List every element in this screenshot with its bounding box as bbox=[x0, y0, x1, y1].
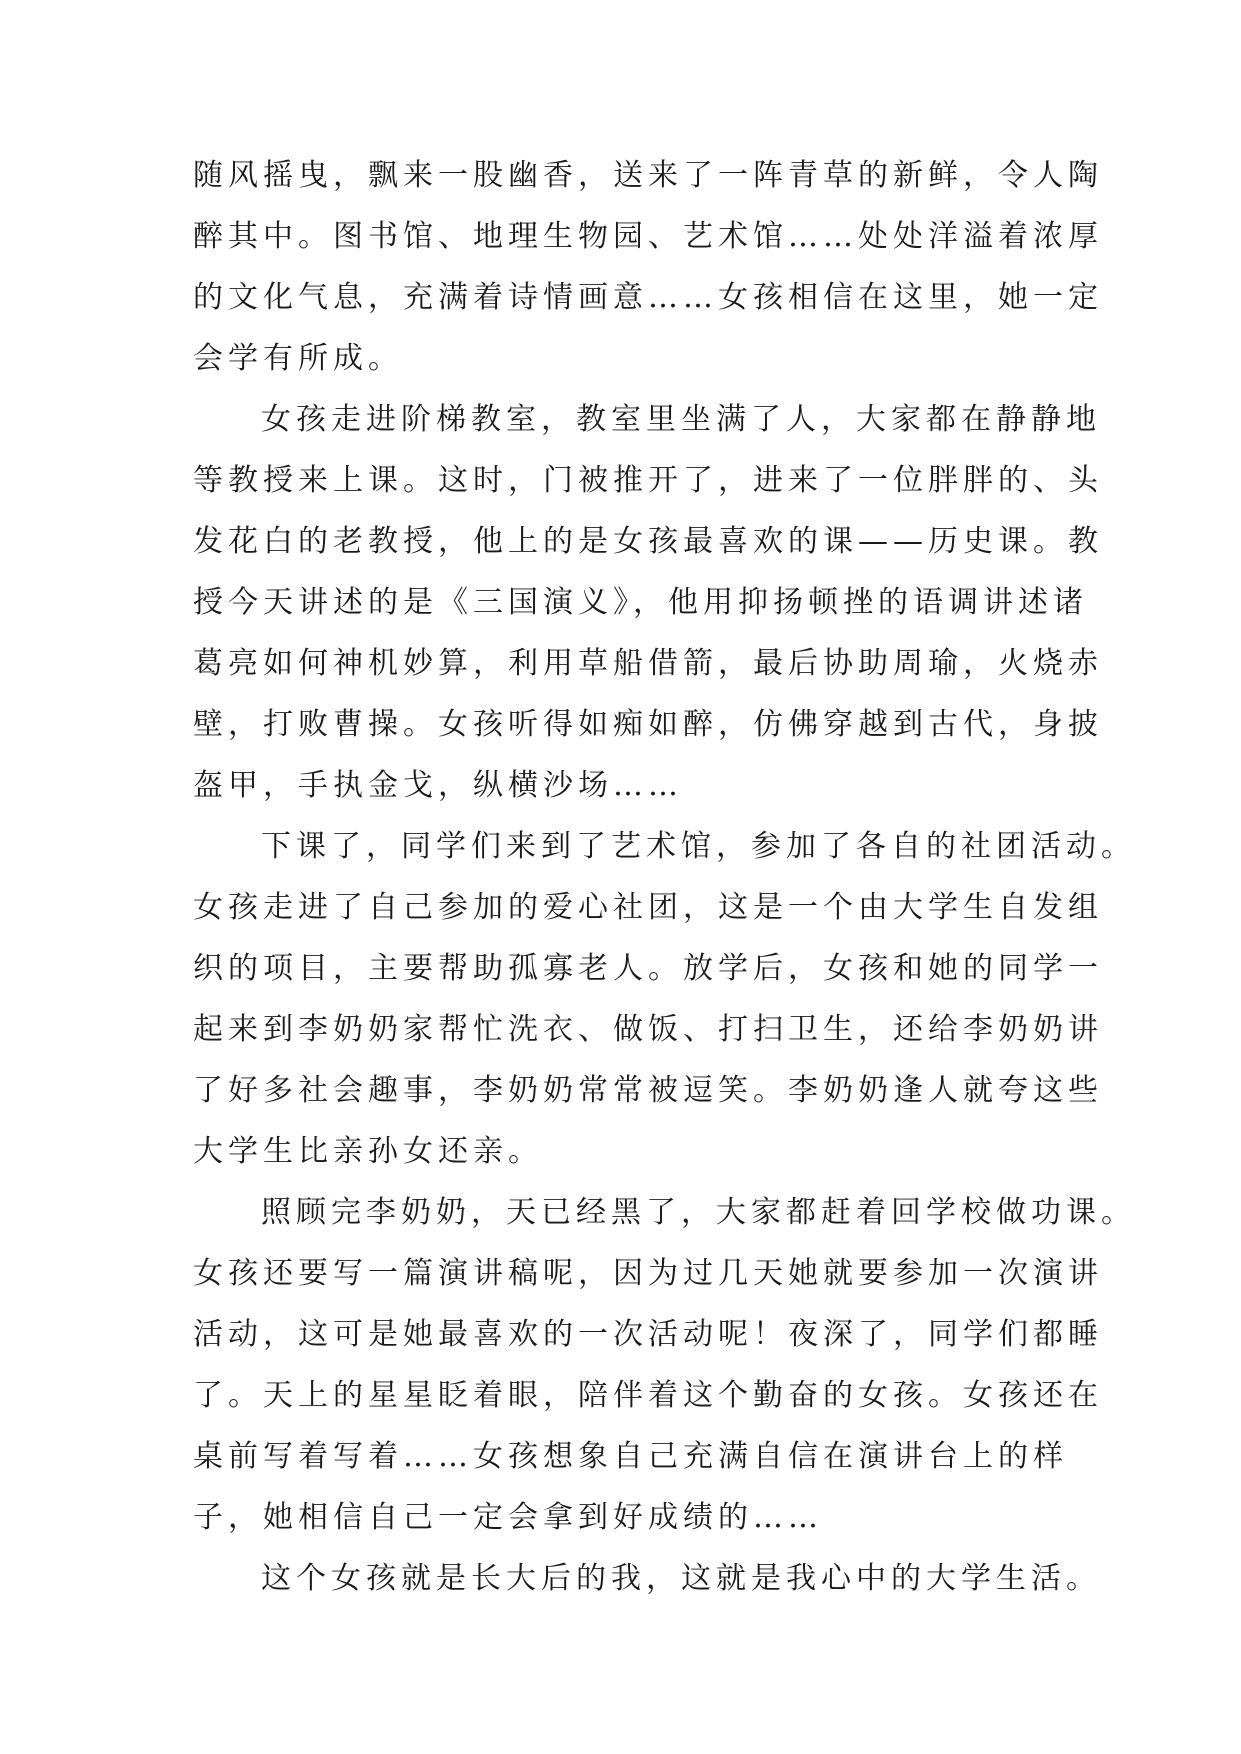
paragraph-1-line-4: 会学有所成。 bbox=[193, 341, 403, 376]
paragraph-3-line-3: 织的项目，主要帮助孤寡老人。放学后，女孩和她的同学一 bbox=[193, 951, 1103, 986]
paragraph-3-line-5: 了好多社会趣事，李奶奶常常被逗笑。李奶奶逢人就夸这些 bbox=[193, 1073, 1103, 1108]
paragraph-4-line-1: 照顾完李奶奶，天已经黑了，大家都赶着回学校做功课。 bbox=[261, 1195, 1136, 1230]
paragraph-1-line-3: 的文化气息，充满着诗情画意……女孩相信在这里，她一定 bbox=[193, 280, 1103, 315]
paragraph-4-line-4: 了。天上的星星眨着眼，陪伴着这个勤奋的女孩。女孩还在 bbox=[193, 1378, 1103, 1413]
paragraph-5-line-1: 这个女孩就是长大后的我，这就是我心中的大学生活。 bbox=[261, 1561, 1101, 1596]
paragraph-2-line-6: 壁，打败曹操。女孩听得如痴如醉，仿佛穿越到古代，身披 bbox=[193, 707, 1103, 742]
paragraph-3-line-2: 女孩走进了自己参加的爱心社团，这是一个由大学生自发组 bbox=[193, 890, 1103, 925]
paragraph-2-line-7: 盔甲，手执金戈，纵横沙场…… bbox=[193, 768, 683, 803]
paragraph-2-line-2: 等教授来上课。这时，门被推开了，进来了一位胖胖的、头 bbox=[193, 463, 1103, 498]
paragraph-4-line-2: 女孩还要写一篇演讲稿呢，因为过几天她就要参加一次演讲 bbox=[193, 1256, 1103, 1291]
paragraph-4-line-3: 活动，这可是她最喜欢的一次活动呢！夜深了，同学们都睡 bbox=[193, 1317, 1103, 1352]
paragraph-2-line-3: 发花白的老教授，他上的是女孩最喜欢的课——历史课。教 bbox=[193, 524, 1103, 559]
paragraph-3-line-6: 大学生比亲孙女还亲。 bbox=[193, 1134, 543, 1169]
paragraph-1-line-1: 随风摇曳，飘来一股幽香，送来了一阵青草的新鲜，令人陶 bbox=[193, 158, 1103, 193]
paragraph-3-line-4: 起来到李奶奶家帮忙洗衣、做饭、打扫卫生，还给李奶奶讲 bbox=[193, 1012, 1103, 1047]
paragraph-4-line-5: 桌前写着写着……女孩想象自己充满自信在演讲台上的样 bbox=[193, 1439, 1068, 1474]
paragraph-2-line-4: 授今天讲述的是《三国演义》，他用抑扬顿挫的语调讲述诸 bbox=[193, 585, 1088, 620]
paragraph-1-line-2: 醉其中。图书馆、地理生物园、艺术馆……处处洋溢着浓厚 bbox=[193, 219, 1103, 254]
document-body bbox=[193, 145, 1136, 1609]
paragraph-4-line-6: 子，她相信自己一定会拿到好成绩的…… bbox=[193, 1500, 823, 1535]
paragraph-2-line-5: 葛亮如何神机妙算，利用草船借箭，最后协助周瑜，火烧赤 bbox=[193, 646, 1103, 681]
paragraph-2-line-1: 女孩走进阶梯教室，教室里坐满了人，大家都在静静地 bbox=[261, 402, 1101, 437]
paragraph-3-line-1: 下课了，同学们来到了艺术馆，参加了各自的社团活动。 bbox=[261, 829, 1136, 864]
